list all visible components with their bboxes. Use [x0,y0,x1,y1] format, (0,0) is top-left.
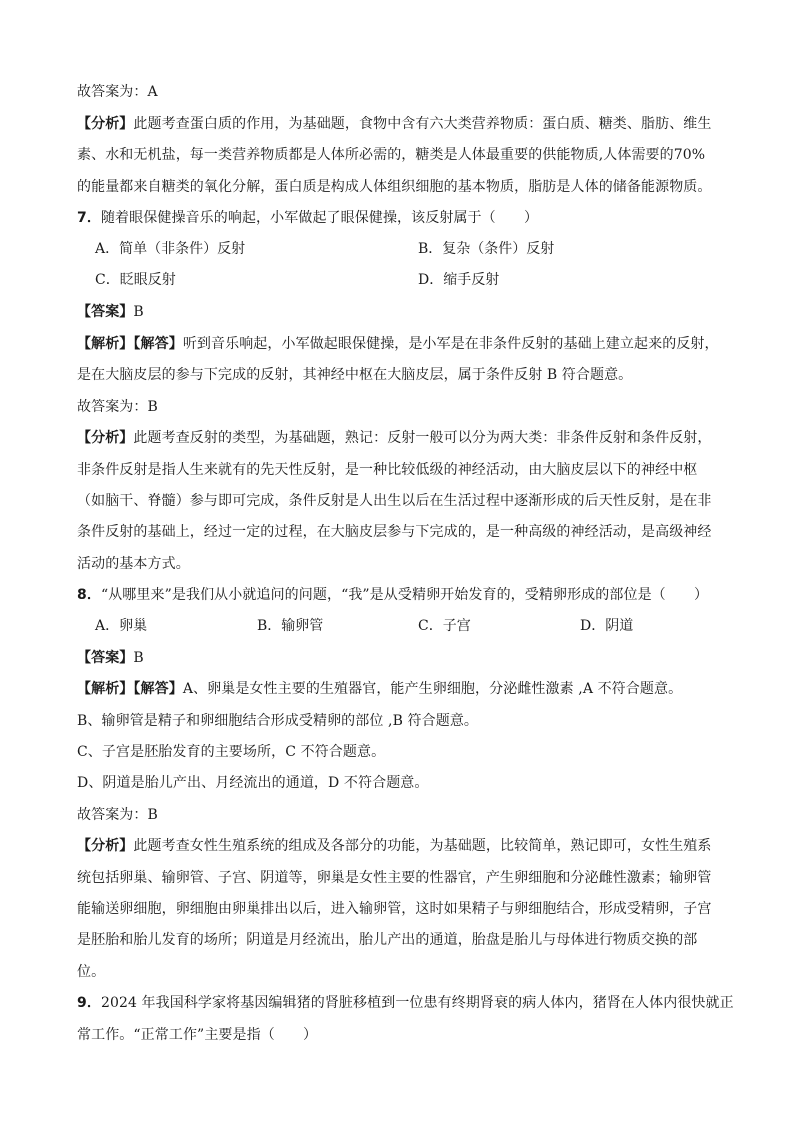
answer-q8: 【答案】B [77,650,144,666]
q8-option-b: B．输卵管 [257,618,324,634]
q7-option-d: D．缩手反射 [418,272,500,288]
q8-option-c: C．子宫 [418,618,471,634]
analysis-q7-line-1: 【分析】此题考查反射的类型，为基础题，熟记：反射一般可以分为两大类：非条件反射和条件反射， [77,430,712,446]
analysis-q6-line-3: 的能量都来自糖类的氧化分解，蛋白质是构成人体组织细胞的基本物质，脂肪是人体的储备能源物质。 [77,179,712,195]
analysis-q7-line-3: （如脑干、脊髓）参与即可完成，条件反射是人出生以后在生活过程中逐渐形成的后天性反射，是在非 [77,493,712,509]
question-8: 8．“从哪里来”是我们从小就追问的问题，“我”是从受精卵开始发育的，受精卵形成的部位是（ ） [77,587,709,603]
explanation-q8-line-3: C、子宫是胚胎发育的主要场所，C 不符合题意。 [77,744,386,760]
answer-q7: 【答案】B [77,304,144,320]
explanation-q7-line-3: 故答案为：B [77,399,158,415]
explanation-q7-line-1: 【解析】【解答】听到音乐响起，小军做起眼保健操，是小军是在非条件反射的基础上建立起来的反射， [77,336,719,352]
question-9-line-1: 9．2024 年我国科学家将基因编辑猪的肾脏移植到一位患有终期肾衰的病人体内，猪肾在人体内很快就正 [77,995,734,1011]
q8-option-a: A．卵巢 [95,618,148,634]
question-number: 8． [77,587,101,603]
analysis-q6-line-1: 【分析】此题考查蛋白质的作用，为基础题，食物中含有六大类营养物质：蛋白质、糖类、脂肪、维生 [77,116,712,132]
analysis-q7-line-4: 条件反射的基础上，经过一定的过程，在大脑皮层参与下完成的，是一种高级的神经活动，是高级神经 [77,524,712,540]
explanation-q8-line-2: B、输卵管是精子和卵细胞结合形成受精卵的部位 ,B 符合题意。 [77,713,479,729]
question-number: 9． [77,995,101,1011]
question-7: 7．随着眼保健操音乐的响起，小军做起了眼保健操，该反射属于（ ） [77,210,539,226]
q7-option-c: C．眨眼反射 [95,272,176,288]
analysis-q8-line-3: 能输送卵细胞，卵细胞由卵巢排出以后，进入输卵管，这时如果精子与卵细胞结合，形成受精卵，子宫 [77,901,712,917]
analysis-q6-line-2: 素、水和无机盐，每一类营养物质都是人体所必需的，糖类是人体最重要的供能物质,人体需要的70% [77,147,706,163]
analysis-q8-line-2: 统包括卵巢、输卵管、子宫、阴道等，卵巢是女性主要的性器官，产生卵细胞和分泌雌性激素；输卵管 [77,870,712,886]
question-number: 7． [77,210,101,226]
analysis-q8-line-1: 【分析】此题考查女性生殖系统的组成及各部分的功能，为基础题，比较简单，熟记即可，女性生殖系 [77,838,712,854]
explanation-q7-line-2: 是在大脑皮层的参与下完成的反射，其神经中枢在大脑皮层，属于条件反射 B 符合题意。 [77,367,633,383]
answer-line-q6: 故答案为：A [77,84,158,100]
analysis-q8-line-4: 是胚胎和胎儿发育的场所；阴道是月经流出，胎儿产出的通道，胎盘是胎儿与母体进行物质交换的部 [77,932,698,948]
analysis-q7-line-2: 非条件反射是指人生来就有的先天性反射，是一种比较低级的神经活动，由大脑皮层以下的神经中枢 [77,462,698,478]
q7-option-a: A．简单（非条件）反射 [95,241,246,257]
q7-option-b: B．复杂（条件）反射 [418,241,555,257]
question-9-line-2: 常工作。“正常工作”主要是指（ ） [77,1027,318,1043]
explanation-q8-line-4: D、阴道是胎儿产出、月经流出的通道，D 不符合题意。 [77,775,429,791]
analysis-tag: 【分析】 [77,116,134,132]
analysis-q8-line-5: 位。 [77,964,106,980]
explanation-q8-line-1: 【解析】【解答】A、卵巢是女性主要的生殖器官，能产生卵细胞，分泌雌性激素 ,A 不符合题意。 [77,681,683,697]
analysis-q7-line-5: 活动的基本方式。 [77,556,190,572]
explanation-q8-line-5: 故答案为：B [77,807,158,823]
q8-option-d: D．阴道 [580,618,634,634]
